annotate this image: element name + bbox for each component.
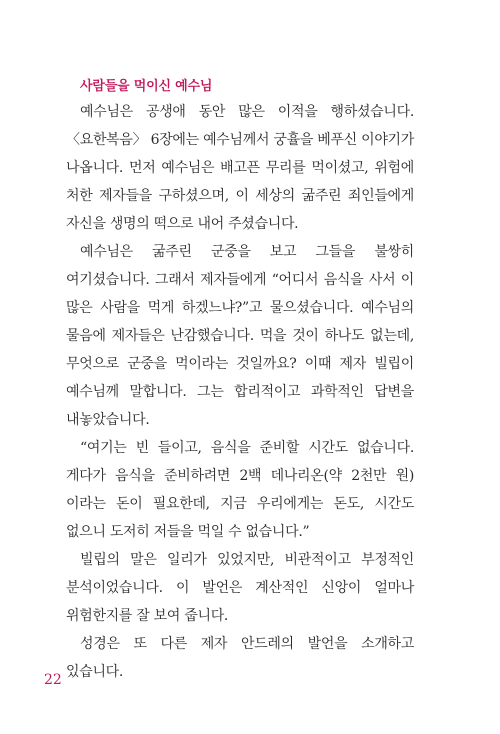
- paragraph: 예수님은 공생애 동안 많은 이적을 행하셨습니다. 〈요한복음〉 6장에는 예수님께서 궁휼을 베푸신 이야기가 나옵니다. 먼저 예수님은 배고픈 무리를 먹이셨고, 위험에 처한 제자들을 구하셨으며, 이 세상의 굶주린 죄인들에게 자신을 생명의 떡으로 내어 주셨습니다.: [66, 104, 414, 232]
- section-title: 사람들을 먹이신 예수님: [80, 79, 213, 94]
- body-text: [66, 98, 414, 686]
- paragraph: 빌립의 말은 일리가 있었지만, 비관적이고 부정적인 분석이었습니다. 이 발언은 계산적인 신앙이 얼마나 위험한지를 잘 보여 줍니다.: [66, 552, 414, 624]
- paragraph: 예수님은 굶주린 군중을 보고 그들을 불쌍히 여기셨습니다. 그래서 제자들에게 “어디서 음식을 사서 이 많은 사람을 먹게 하겠느냐?”고 물으셨습니다. 예수님의 물음에 제자들은 난감했습니다. 먹을 것이 하나도 없는데, 무엇으로 군중을 먹이라는 것일까요? 이때 제자 빌립이 예수님께 말합니다. 그는 합리적이고 과학적인 답변을 내놓았습니다.: [66, 244, 414, 428]
- page-number: 22: [44, 672, 62, 688]
- paragraph: 성경은 또 다른 제자 안드레의 발언을 소개하고 있습니다.: [66, 636, 414, 680]
- paragraph: “여기는 빈 들이고, 음식을 준비할 시간도 없습니다. 게다가 음식을 준비하려면 2백 데나리온(약 2천만 원)이라는 돈이 필요한데, 지금 우리에게는 돈도, 시간도 없으니 도저히 저들을 먹일 수 없습니다.”: [66, 440, 414, 540]
